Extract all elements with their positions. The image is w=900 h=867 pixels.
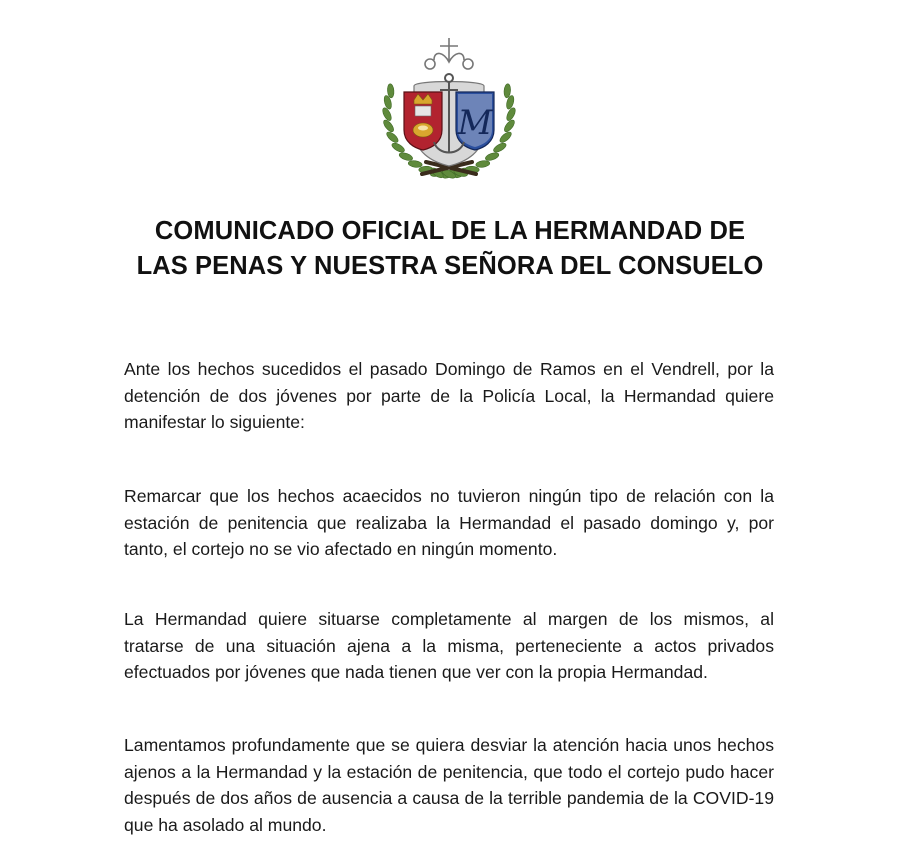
red-shield [404, 92, 442, 150]
blue-shield [456, 92, 494, 150]
title-line-2: LAS PENAS Y NUESTRA SEÑORA DEL CONSUELO [136, 252, 764, 280]
laurel-leaf [387, 84, 395, 99]
laurel-leaf [391, 141, 406, 154]
paragraph-2: Remarcar que los hechos acaecidos no tuvieron ningún tipo de relación con la estación de penitencia que realizaba la Hermandad el pasado domingo y, por tanto, el cortejo no se vio afectado en ningún momento. [124, 486, 774, 559]
laurel-leaf [504, 84, 512, 99]
laurel-leaf [505, 107, 517, 122]
laurel-leaf [475, 160, 490, 168]
laurel-leaf [408, 160, 423, 168]
paragraph-3: La Hermandad quiere situarse completamente al margen de los mismos, al tratarse de una situación ajena a la misma, perteneciente a actos privados efectuados por jóvenes que nada tienen que ver con la propia Hermandad. [124, 609, 774, 682]
document-title [60, 214, 840, 284]
laurel-leaf [498, 130, 513, 144]
laurel-leaf [385, 130, 400, 144]
laurel-leaf [381, 107, 393, 122]
paragraph-1: Ante los hechos sucedidos el pasado Domingo de Ramos en el Vendrell, por la detención de dos jóvenes por parte de la Policía Local, la Hermandad quiere manifestar lo siguiente: [124, 359, 774, 432]
crown-cross [425, 38, 473, 69]
laurel-leaf [492, 141, 507, 154]
brotherhood-crest-icon [374, 34, 524, 182]
title-line-1: COMUNICADO OFICIAL DE LA HERMANDAD DE [154, 217, 746, 245]
monogram-text: M [457, 103, 493, 143]
laurel-leaf [398, 151, 413, 162]
laurel-leaf [484, 151, 499, 162]
paragraph-4: Lamentamos profundamente que se quiera desviar la atención hacia unos hechos ajenos a la Hermandad y la estación de penitencia, que todo el cortejo pudo hacer después de dos años de ausencia a causa de la terrible pandemia de la COVID-19 que ha asolado al mundo. [124, 735, 774, 835]
